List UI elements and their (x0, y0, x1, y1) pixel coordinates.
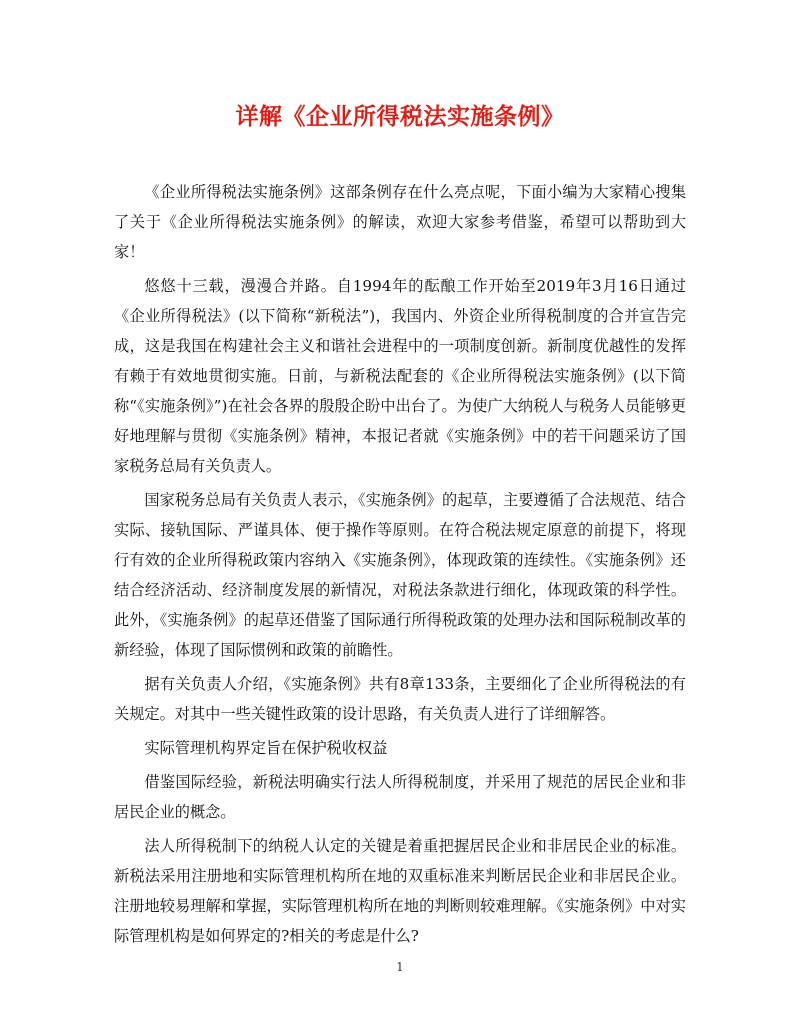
document-title: 详解《企业所得税法实施条例》 (235, 103, 565, 130)
paragraph: 法人所得税制下的纳税人认定的关键是着重把握居民企业和非居民企业的标准。新税法采用注册地和实际管理机构所在地的双重标准来判断居民企业和非居民企业。注册地较易理解和掌握，实际管理机构所在地的判断则较难理解。《实施条例》中对实际管理机构是如何界定的?相关的考虑是什么? (114, 837, 686, 945)
paragraph: 国家税务总局有关负责人表示，《实施条例》的起草，主要遵循了合法规范、结合实际、接轨国际、严谨具体、便于操作等原则。在符合税法规定原意的前提下，将现行有效的企业所得税政策内容纳入《实施条例》，体现政策的连续性。《实施条例》还结合经济活动、经济制度发展的新情况，对税法条款进行细化，体现政策的科学性。此外，《实施条例》的起草还借鉴了国际通行所得税政策的处理办法和国际税制改革的新经验，体现了国际惯例和政策的前瞻性。 (114, 491, 686, 659)
document-body (114, 177, 686, 955)
page-number: 1 (396, 960, 404, 974)
paragraph: 《企业所得税法实施条例》这部条例存在什么亮点呢，下面小编为大家精心搜集了关于《企业所得税法实施条例》的解读，欢迎大家参考借鉴，希望可以帮助到大家！ (114, 183, 686, 261)
section-heading: 实际管理机构界定旨在保护税收权益 (144, 739, 388, 757)
paragraph: 借鉴国际经验，新税法明确实行法人所得税制度，并采用了规范的居民企业和非居民企业的概念。 (114, 773, 686, 821)
paragraph: 据有关负责人介绍，《实施条例》共有8章133条，主要细化了企业所得税法的有关规定。对其中一些关键性政策的设计思路，有关负责人进行了详细解答。 (114, 675, 686, 723)
paragraph: 悠悠十三载，漫漫合并路。自1994年的酝酿工作开始至2019年3月16日通过《企业所得税法》(以下简称“新税法”)，我国内、外资企业所得税制度的合并宣告完成，这是我国在构建社会主义和谐社会进程中的一项制度创新。新制度优越性的发挥有赖于有效地贯彻实施。日前，与新税法配套的《企业所得税法实施条例》(以下简称“《实施条例》”)在社会各界的殷殷企盼中出台了。为使广大纳税人与税务人员能够更好地理解与贯彻《实施条例》精神，本报记者就《实施条例》中的若干问题采访了国家税务总局有关负责人。 (114, 277, 686, 475)
